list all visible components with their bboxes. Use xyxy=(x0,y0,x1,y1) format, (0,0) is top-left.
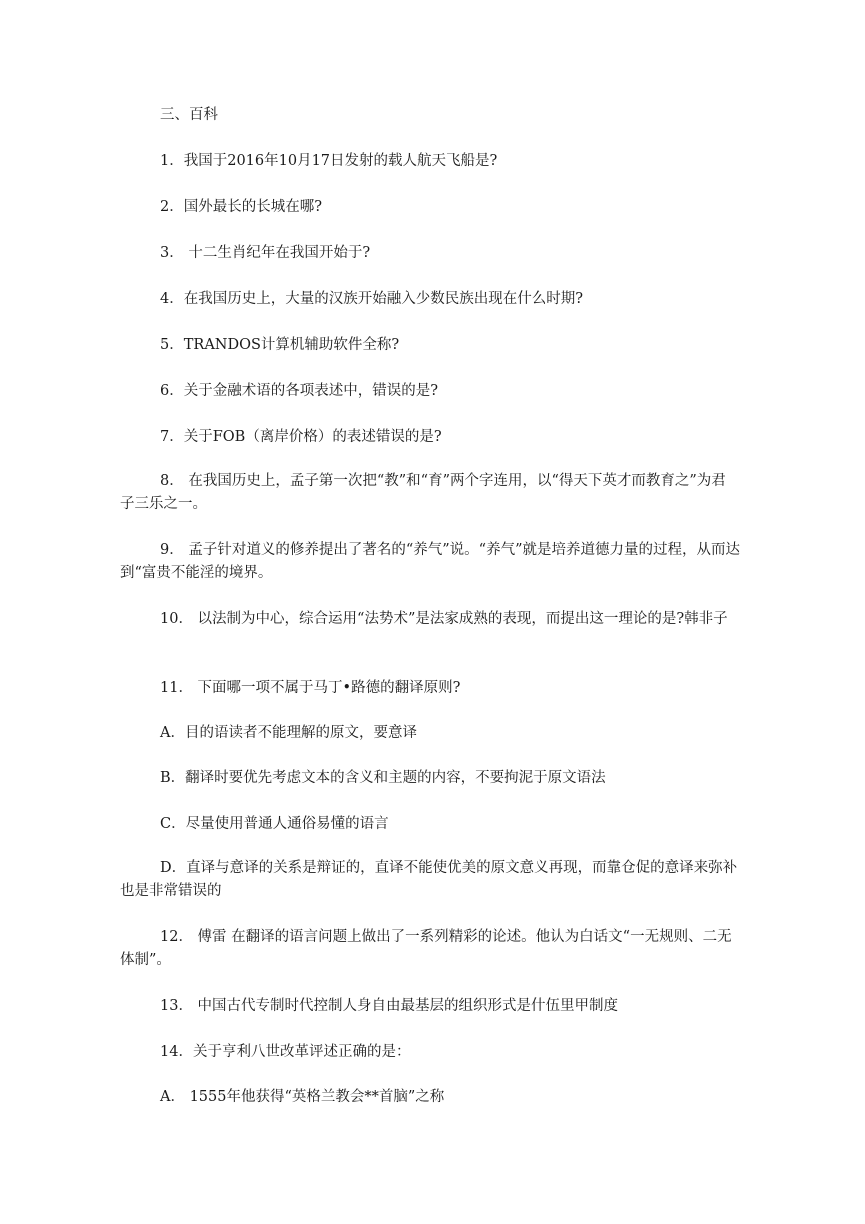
paragraph-q7: 7．关于FOB（离岸价格）的表述错误的是? xyxy=(160,429,442,445)
paragraph-q13: 13． 中国古代专制时代控制人身自由最基层的组织形式是什伍里甲制度 xyxy=(160,998,619,1014)
paragraph-q10: 10． 以法制为中心，综合运用“法势术”是法家成熟的表现，而提出这一理论的是?韩非子 xyxy=(160,611,728,627)
paragraph-q4: 4．在我国历史上，大量的汉族开始融入少数民族出现在什么时期? xyxy=(160,291,583,307)
paragraph-q9: 9． 孟子针对道义的修养提出了著名的“养气”说。“养气”就是培养道德力量的过程，从而达到“富贵不能淫的境界。 xyxy=(120,542,740,581)
paragraph-q2: 2．国外最长的长城在哪? xyxy=(160,199,322,215)
section-title: 三、百科 xyxy=(160,107,218,123)
paragraph-q11: 11． 下面哪一项不属于马丁•路德的翻译原则? xyxy=(160,680,461,696)
paragraph-option-c: C．尽量使用普通人通俗易懂的语言 xyxy=(160,816,389,832)
paragraph-q12: 12． 傅雷 在翻译的语言问题上做出了一系列精彩的论述。他认为白话文“一无规则、二无体制”。 xyxy=(120,929,732,968)
paragraph-option-a: A．目的语读者不能理解的原文，要意译 xyxy=(160,725,417,741)
paragraph-q1: 1．我国于2016年10月17日发射的载人航天飞船是? xyxy=(160,153,498,169)
paragraph-q6: 6．关于金融术语的各项表述中，错误的是? xyxy=(160,383,438,399)
paragraph-q14-option-a: A． 1555年他获得“英格兰教会**首脑”之称 xyxy=(160,1089,445,1105)
paragraph-option-b: B．翻译时要优先考虑文本的含义和主题的内容，不要拘泥于原文语法 xyxy=(160,770,606,786)
paragraph-q8: 8． 在我国历史上，孟子第一次把“教”和“育”两个字连用，以“得天下英才而教育之”为君子三乐之一。 xyxy=(120,473,726,512)
paragraph-option-d: D．直译与意译的关系是辩证的，直译不能使优美的原文意义再现，而靠仓促的意译来弥补也是非常错误的 xyxy=(120,860,738,899)
paragraph-q3: 3． 十二生肖纪年在我国开始于? xyxy=(160,245,371,261)
paragraph-q5: 5．TRANDOS计算机辅助软件全称? xyxy=(160,337,400,353)
paragraph-q14: 14．关于亨利八世改革评述正确的是： xyxy=(160,1044,411,1060)
